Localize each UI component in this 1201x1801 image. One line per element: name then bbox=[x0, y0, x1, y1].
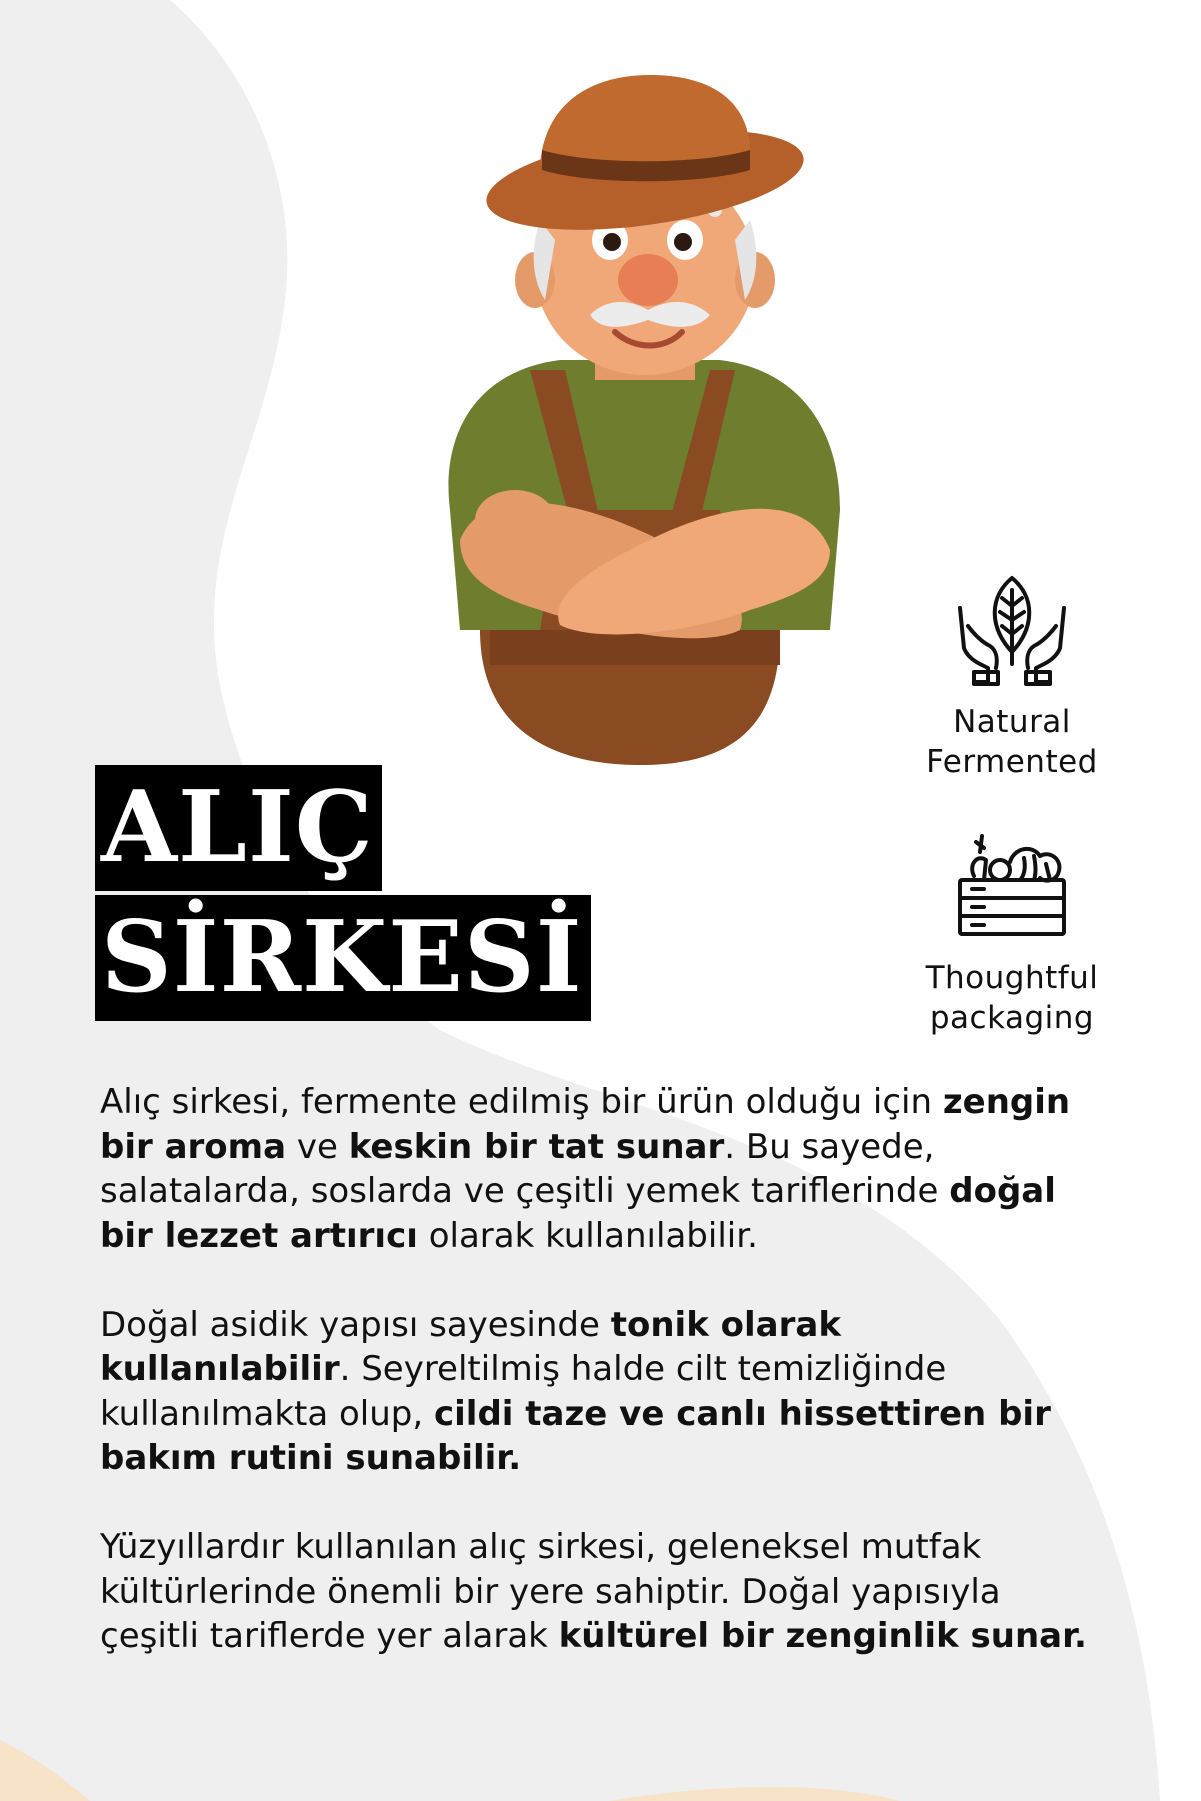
feature-label-line1: Thoughtful bbox=[925, 960, 1099, 996]
paragraph-segment-bold: kültürel bir zenginlik sunar. bbox=[558, 1616, 1087, 1656]
feature-label-line1: Natural bbox=[953, 704, 1071, 740]
description-text bbox=[100, 1080, 1090, 1703]
paragraph-segment: Yüzyıllardır kullanılan alıç sirkesi, geleneksel mutfak kültürlerinde önemli bir yere sahiptir. Doğal yapısıyla çeşitli tariflerde yer alarak bbox=[100, 1527, 1001, 1656]
paragraph-3 bbox=[100, 1525, 1090, 1659]
paragraph-segment-bold: cildi taze ve canlı hissettiren bir bakım rutini sunabilir. bbox=[100, 1393, 1051, 1478]
paragraph-segment: ve bbox=[286, 1126, 349, 1167]
hands-leaf-icon bbox=[954, 572, 1070, 688]
paragraph-segment: . Seyreltilmiş halde cilt temizliğinde kullanılmakta olup, bbox=[100, 1349, 947, 1434]
title-line-2: SİRKESİ bbox=[95, 895, 591, 1021]
feature-natural-fermented bbox=[902, 572, 1122, 782]
paragraph-segment-bold: keskin bir tat sunar bbox=[348, 1126, 725, 1167]
title-line-1: ALIÇ bbox=[95, 765, 382, 891]
feature-thoughtful-packaging bbox=[902, 828, 1122, 1038]
feature-label-line2: Fermented bbox=[926, 744, 1098, 780]
vegetable-crate-icon bbox=[954, 828, 1070, 944]
paragraph-segment: Alıç sirkesi, fermente edilmiş bir ürün olduğu için bbox=[100, 1082, 943, 1122]
paragraph-2 bbox=[100, 1303, 1090, 1481]
paragraph-segment: . Bu sayede, salatalarda, soslarda ve çeşitli yemek tariflerinde bbox=[100, 1126, 950, 1211]
paragraph-segment: Doğal asidik yapısı sayesinde bbox=[100, 1304, 611, 1345]
paragraph-segment-bold: tonik olarak kullanılabilir bbox=[100, 1304, 841, 1389]
paragraph-segment-bold: doğal bir lezzet artırıcı bbox=[100, 1171, 1056, 1256]
paragraph-segment-bold: zengin bir aroma bbox=[100, 1082, 1071, 1167]
feature-label-line2: packaging bbox=[929, 1000, 1095, 1036]
paragraph-1 bbox=[100, 1080, 1090, 1258]
farmer-mascot-illustration bbox=[420, 70, 870, 770]
paragraph-segment: olarak kullanılabilir. bbox=[417, 1215, 758, 1256]
